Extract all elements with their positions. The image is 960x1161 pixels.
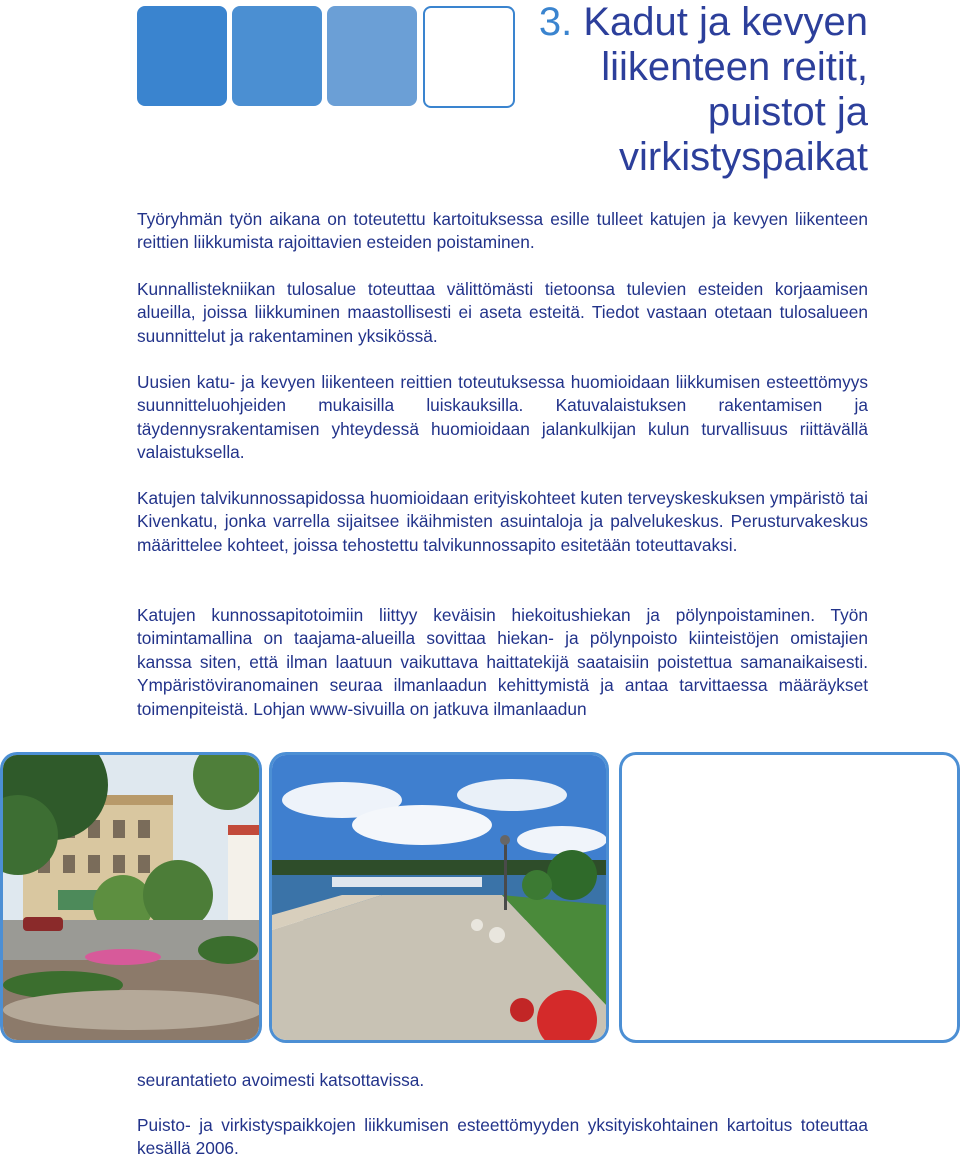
- decor-tile-1: [137, 6, 227, 106]
- paragraph-air-quality-cont: seurantatieto avoimesti katsottavissa.: [137, 1070, 425, 1090]
- photo-town-square: [3, 755, 259, 1040]
- paragraph-intro: Työryhmän työn aikana on toteutettu kartoituksessa esille tulleet katujen ja kevyen liikenteen reittien liikkumista rajoittavien esteiden poistaminen.: [137, 209, 868, 253]
- paragraph-winter-maintenance: Katujen talvikunnossapidossa huomioidaan erityiskohteet kuten terveyskeskuksen ympäristö tai Kivenkatu, jonka varrella sijaitsee ikäihmisten asuintaloja ja palvelukeskus. Perusturvakeskus määrittelee kohteet, joissa tehostettu talvikunnossapito esitetään toteuttavaksi.: [137, 488, 868, 555]
- decor-tile-2: [232, 6, 322, 106]
- paragraph-parks-survey: Puisto- ja virkistyspaikkojen liikkumisen esteettömyyden yksityiskohtainen kartoitus toteuttaa kesällä 2006.: [137, 1115, 868, 1159]
- paragraph-repairs: Kunnallistekniikan tulosalue toteuttaa välittömästi tietoonsa tulevien esteiden korjaamisen alueilla, joissa liikkuminen maastollisesti ei aseta esteitä. Tiedot vastaan otetaan tulosalueen suunnittelut ja rakentaminen yksikössä.: [137, 279, 868, 346]
- title-line-3: puistot ja: [707, 90, 868, 134]
- photo-placeholder-frame: [622, 755, 957, 1040]
- decor-tile-3: [327, 6, 417, 106]
- chapter-number: 3.: [538, 0, 573, 44]
- title-line-1: Kadut ja kevyen: [583, 0, 868, 44]
- paragraph-new-routes: Uusien katu- ja kevyen liikenteen reittien toteutuksessa huomioidaan liikkumisen esteettömyys suunnitteluohjeiden mukaisilla luiskauksilla. Katuvalaistuksen rakentamisen ja täydennysrakentamisen yhteydessä huomioidaan jalankulkijan kulun turvallisuus riittävällä valaistuksella.: [137, 372, 868, 463]
- title-line-4: virkistyspaikat: [619, 135, 868, 179]
- paragraph-spring-cleaning: Katujen kunnossapitotoimiin liittyy keväisin hiekoitushiekan ja pölynpoistaminen. Työn toimintamallina on taajama-alueilla sovittaa hiekan- ja pölynpoisto kiinteistöjen omistajien kanssa siten, että ilman laatuun vaikuttava haittatekijä saataisiin poistettua samanaikaisesti. Ympäristöviranomainen seuraa ilmanlaadun kehittymistä ja antaa tarvittaessa määräykset toimenpiteistä. Lohjan www-sivuilla on jatkuva ilmanlaadun: [137, 605, 868, 719]
- photo-harbour-promenade: [272, 755, 606, 1040]
- page-title: [539, 0, 868, 180]
- title-line-2: liikenteen reitit,: [601, 45, 868, 89]
- decor-tile-4: [423, 6, 515, 108]
